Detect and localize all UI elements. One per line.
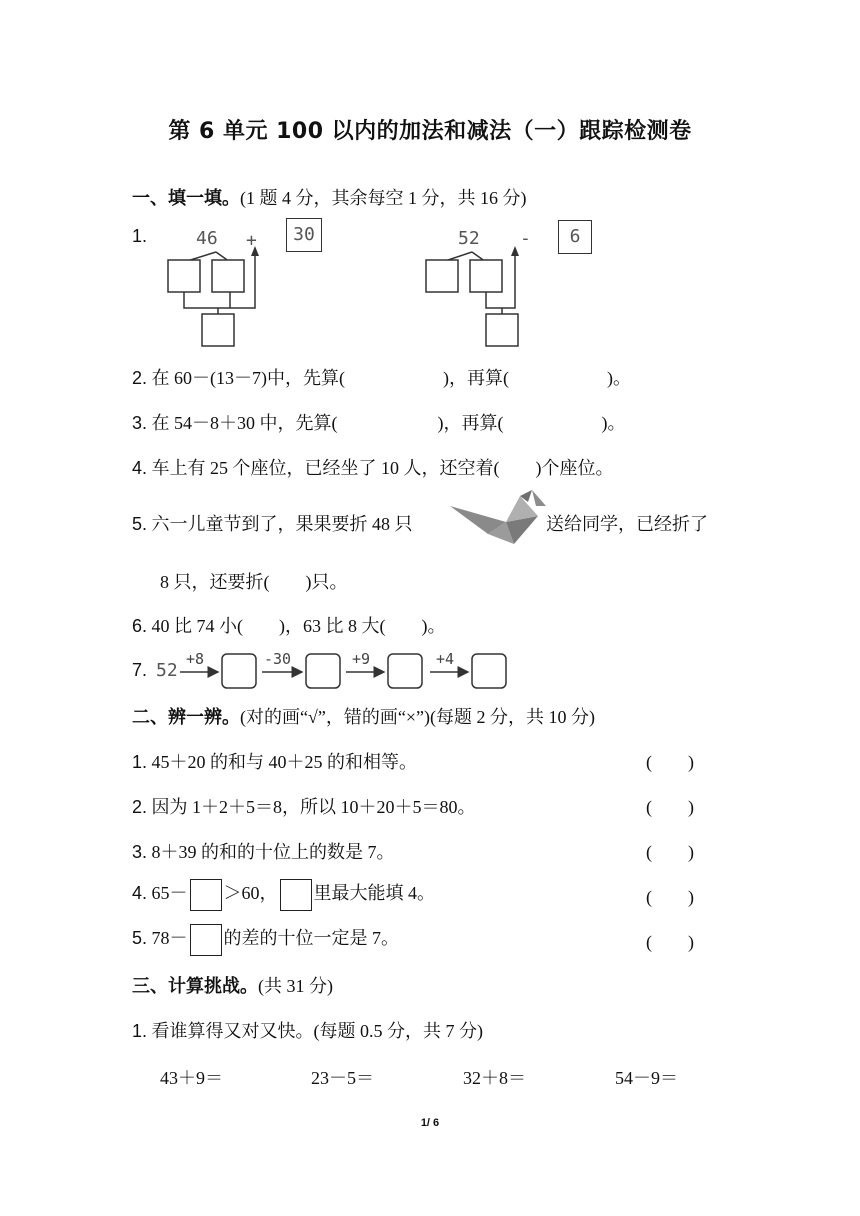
q1-right-split-diagram [420, 244, 540, 354]
q7-label: 7. [132, 660, 148, 680]
s3-problem-2[interactable]: 23－5＝ [311, 1068, 374, 1088]
q4-text: 车上有 25 个座位，已经坐了 10 人，还空着( )个座位。 [151, 458, 614, 478]
q1-right-box-b[interactable] [470, 260, 502, 292]
q7-step-1: +8 [186, 650, 205, 668]
section2-heading: 二、辨一辨。 [132, 707, 240, 728]
q2-text-b: )，再算( [443, 368, 509, 388]
s2-item-4-text-a: 65－ [151, 883, 188, 903]
section1-heading: 一、填一填。 [132, 188, 240, 209]
q3-text-c: )。 [601, 413, 626, 433]
q7-step-4: +4 [436, 650, 455, 668]
q7-box-3[interactable] [388, 654, 422, 688]
s3-q1-text: 看谁算得又对又快。(每题 0.5 分，共 7 分) [151, 1021, 484, 1041]
q3-label: 3. [132, 413, 148, 433]
s2-item-1-label: 1. [132, 752, 148, 772]
section1-note: (1 题 4 分，其余每空 1 分，共 16 分) [240, 188, 527, 208]
section1-header [132, 184, 527, 210]
q7-start-number: 52 [156, 660, 178, 681]
q2 [132, 364, 631, 390]
page-number: 1/ 6 [420, 1117, 440, 1129]
q7-box-2[interactable] [306, 654, 340, 688]
s2-item-5-answer[interactable]: ( ) [646, 932, 694, 952]
q1-left-operator: + [246, 230, 257, 251]
s2-item-5-box[interactable] [190, 924, 222, 956]
q1-left-box-a[interactable] [168, 260, 200, 292]
q1-label: 1. [132, 226, 148, 246]
section2-header [132, 703, 595, 729]
q2-text-c: )。 [607, 368, 631, 388]
q1-left-box-result[interactable] [202, 314, 234, 346]
s2-item-5-text-b: 的差的十位一定是 7。 [223, 928, 400, 948]
q1-right-boxed-number: 6 [558, 220, 592, 254]
q6-text: 40 比 74 小( )，63 比 8 大( )。 [151, 616, 446, 636]
s2-item-2-answer[interactable]: ( ) [646, 797, 694, 817]
q3 [132, 409, 626, 435]
s2-item-4-text-c: 里最大能填 4。 [313, 883, 436, 903]
s2-item-4-answer[interactable]: ( ) [646, 887, 694, 907]
s2-item-2-text: 因为 1＋2＋5＝8，所以 10＋20＋5＝80。 [151, 797, 476, 817]
paper-crane-icon [448, 488, 548, 548]
s2-item-4-text-b: ＞60， [223, 883, 278, 903]
s2-item-1-text: 45＋20 的和与 40＋25 的和相等。 [151, 752, 418, 772]
s3-q1 [132, 1017, 483, 1043]
q6-label: 6. [132, 616, 148, 636]
q1-right-box-result[interactable] [486, 314, 518, 346]
s2-item-4-box-2[interactable] [280, 879, 312, 911]
s2-item-2-label: 2. [132, 797, 148, 817]
q5-text-b: 送给同学，已经折了 [546, 514, 708, 534]
q4-label: 4. [132, 458, 148, 478]
s3-problem-4[interactable]: 54－9＝ [615, 1068, 678, 1088]
q7-operation-chain [178, 648, 518, 692]
s2-item-2 [132, 793, 476, 819]
q5-text-c: 8 只，还要折( )只。 [160, 572, 348, 592]
s2-item-4 [132, 876, 435, 911]
q5-text-a: 六一儿童节到了，果果要折 48 只 [151, 514, 413, 534]
q5-line-1 [132, 510, 413, 536]
section3-heading: 三、计算挑战。 [132, 976, 258, 997]
q1-left-boxed-number: 30 [286, 218, 322, 252]
page-title: 第 6 单元 100 以内的加法和减法（一）跟踪检测卷 [168, 119, 692, 144]
q7-box-1[interactable] [222, 654, 256, 688]
q3-text-b: )，再算( [437, 413, 504, 433]
q1-right-operator: - [520, 228, 531, 249]
q1-right-box-a[interactable] [426, 260, 458, 292]
s2-item-4-label: 4. [132, 883, 148, 903]
q1-left-split-diagram [160, 244, 280, 354]
s2-item-1 [132, 748, 417, 774]
s2-item-3-label: 3. [132, 842, 148, 862]
q1-left-box-b[interactable] [212, 260, 244, 292]
q4 [132, 454, 614, 480]
q7-box-4[interactable] [472, 654, 506, 688]
q1-left-number: 46 [196, 228, 218, 249]
s2-item-3-answer[interactable]: ( ) [646, 842, 694, 862]
q6 [132, 612, 446, 638]
s2-item-3-text: 8＋39 的和的十位上的数是 7。 [151, 842, 395, 862]
s3-problem-3[interactable]: 32＋8＝ [463, 1068, 526, 1088]
q5-label: 5. [132, 514, 148, 534]
s2-item-5 [132, 921, 399, 956]
s2-item-1-answer[interactable]: ( ) [646, 752, 694, 772]
s2-item-5-text-a: 78－ [151, 928, 188, 948]
s2-item-4-box-1[interactable] [190, 879, 222, 911]
q2-label: 2. [132, 368, 148, 388]
q3-text-a: 在 54－8＋30 中，先算( [151, 413, 338, 433]
q7-step-3: +9 [352, 650, 371, 668]
section3-note: (共 31 分) [258, 976, 333, 996]
section3-header [132, 972, 333, 998]
s2-item-3 [132, 838, 395, 864]
q2-text-a: 在 60－(13－7)中，先算( [151, 368, 345, 388]
s3-q1-label: 1. [132, 1021, 148, 1041]
q7-step-2: -30 [264, 650, 292, 668]
q1-right-number: 52 [458, 228, 480, 249]
s3-problem-1[interactable]: 43＋9＝ [160, 1068, 223, 1088]
section2-note: (对的画“√”，错的画“×”)(每题 2 分，共 10 分) [240, 707, 595, 727]
s2-item-5-label: 5. [132, 928, 148, 948]
